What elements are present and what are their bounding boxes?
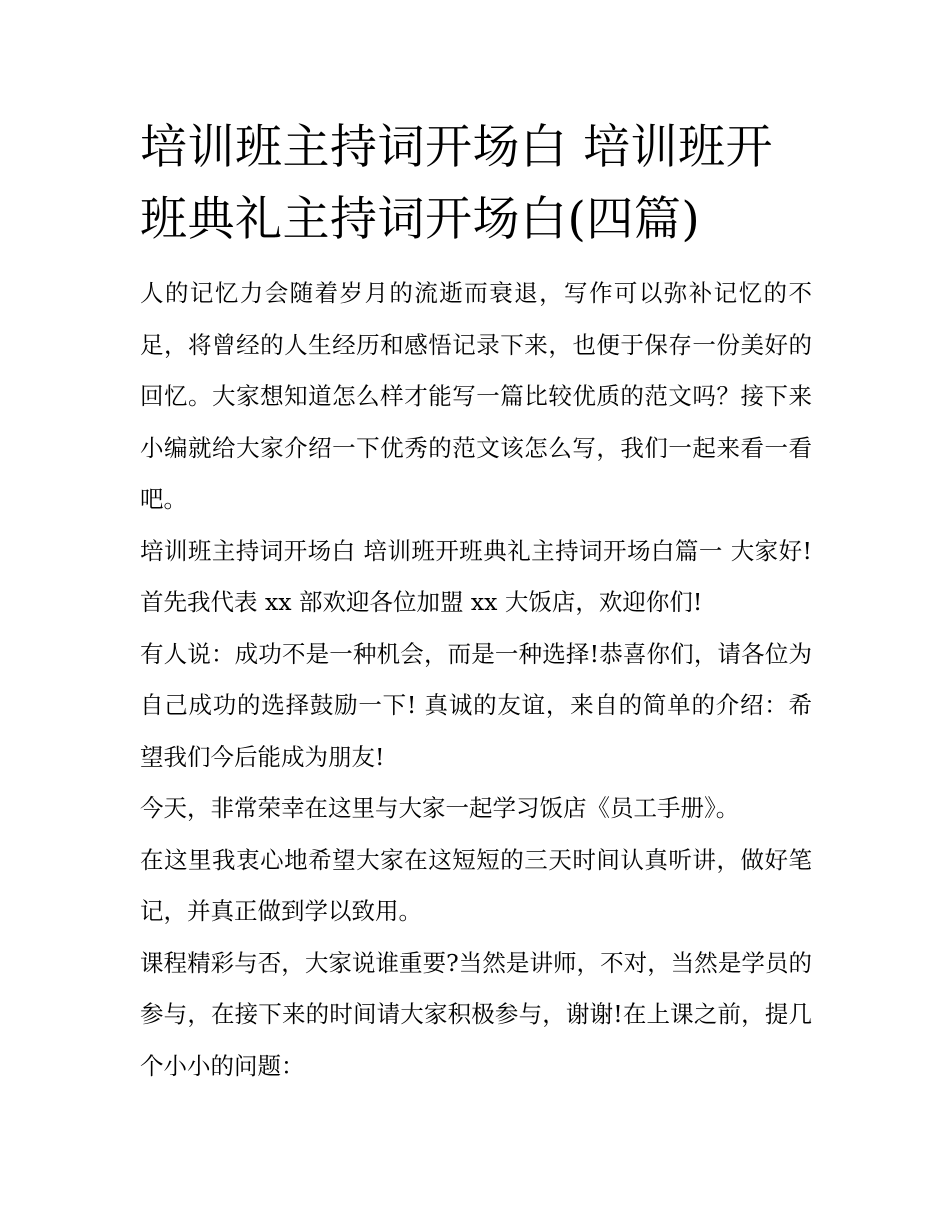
paragraph-intro: 人的记忆力会随着岁月的流逝而衰退，写作可以弥补记忆的不足，将曾经的人生经历和感悟记录下来，也便于保存一份美好的回忆。大家想知道怎么样才能写一篇比较优质的范文吗？接下来小编就给大家介绍一下优秀的范文该怎么写，我们一起来看一看吧。	[140, 279, 812, 513]
document-title: 培训班主持词开场白 培训班开班典礼主持词开场白(四篇)	[140, 120, 773, 247]
paragraph-greeting: 培训班主持词开场白 培训班开班典礼主持词开场白篇一 大家好! 首先我代表 xx 部欢迎各位加盟 xx 大饭店，欢迎你们!	[140, 536, 812, 616]
document-body	[140, 112, 812, 1092]
paragraph-success: 有人说：成功不是一种机会，而是一种选择!恭喜你们，请各位为自己成功的选择鼓励一下! 真诚的友谊，来自的简单的介绍：希望我们今后能成为朋友!	[140, 639, 812, 771]
paragraph-today: 今天，非常荣幸在这里与大家一起学习饭店《员工手册》。	[140, 794, 740, 822]
paragraph-course: 课程精彩与否，大家说谁重要?当然是讲师，不对，当然是学员的参与，在接下来的时间请大家积极参与，谢谢!在上课之前，提几个小小的问题：	[140, 948, 812, 1080]
paragraph-hope: 在这里我衷心地希望大家在这短短的三天时间认真听讲，做好笔记，并真正做到学以致用。	[140, 845, 812, 925]
